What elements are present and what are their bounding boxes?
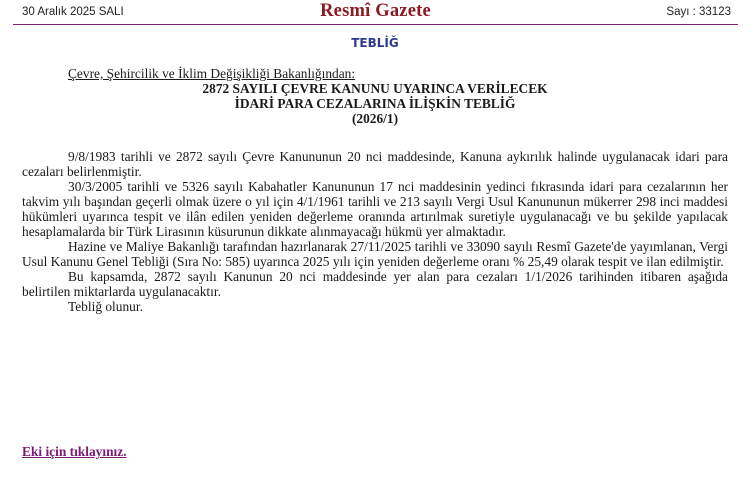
gazette-title: Resmî Gazete <box>320 1 431 21</box>
document-body <box>22 66 728 314</box>
gazette-header <box>13 0 738 25</box>
issue-number: Sayı : 33123 <box>666 6 731 18</box>
document-title <box>22 81 728 126</box>
annex-link[interactable]: Eki için tıklayınız. <box>22 444 127 459</box>
closing-statement: Tebliğ olunur. <box>68 299 143 314</box>
paragraph-2: 30/3/2005 tarihli ve 5326 sayılı Kabahatler Kanununun 17 nci maddesinin yedinci fıkrasında idari para cezalarının her takvim yılı başından geçerli olmak üzere o yıl için 4/1/1961 tarihli ve 213 sayılı Vergi Usul Kanununun mükerrer 298 inci maddesi hükümleri uyarınca tespit ve ilân edilen yeniden değerleme oranında artırılmak suretiyle uygulanacağı ve bu şekilde yapılacak hesaplamalarda bir Türk Lirasının küsurunun dikkate alınmayacağı hükmü yer almaktadır. <box>22 179 728 239</box>
document-title-line-2: İDARİ PARA CEZALARINA İLİŞKİN TEBLİĞ <box>234 96 516 111</box>
document-title-line-1: 2872 SAYILI ÇEVRE KANUNU UYARINCA VERİLECEK <box>202 81 548 96</box>
paragraph-3: Hazine ve Maliye Bakanlığı tarafından hazırlanarak 27/11/2025 tarihli ve 33090 sayılı Resmî Gazete'de yayımlanan, Vergi Usul Kanunu Genel Tebliği (Sıra No: 585) uyarınca 2025 yılı için yeniden değerleme oranı % 25,49 olarak tespit ve ilan edilmiştir. <box>22 239 728 269</box>
document-title-line-3: (2026/1) <box>351 111 399 126</box>
paragraph-4: Bu kapsamda, 2872 sayılı Kanunun 20 nci maddesinde yer alan para cezaları 1/1/2026 tarihinden itibaren aşağıda belirtilen miktarlarda uygulanacaktır. <box>22 269 728 299</box>
paragraph-1: 9/8/1983 tarihli ve 2872 sayılı Çevre Kanununun 20 nci maddesinde, Kanuna aykırılık halinde uygulanacak idari para cezaları belirlenmiştir. <box>22 149 728 179</box>
publication-date: 30 Aralık 2025 SALI <box>22 6 124 18</box>
issuing-ministry: Çevre, Şehircilik ve İklim Değişikliği Bakanlığından: <box>68 66 356 81</box>
section-label: TEBLİĞ <box>351 36 399 50</box>
